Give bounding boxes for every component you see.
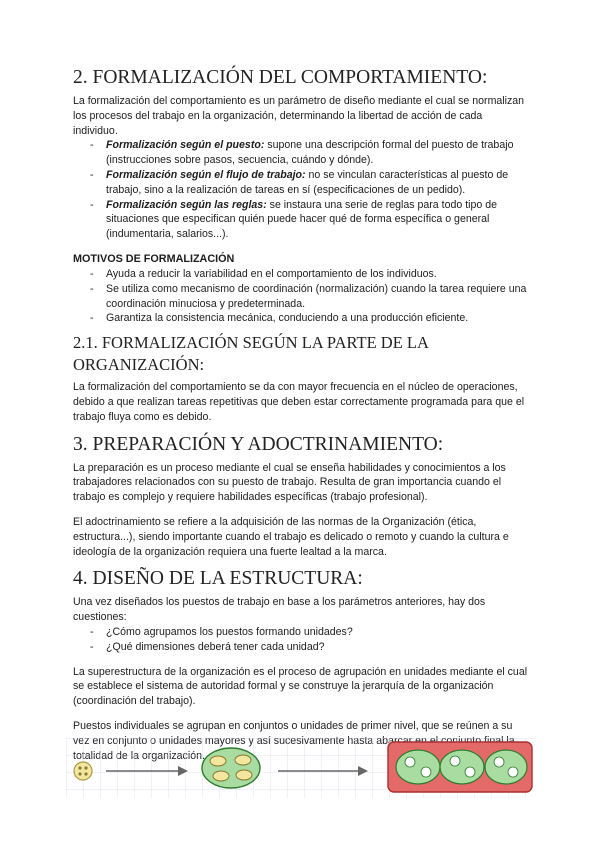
questions-list <box>73 625 528 655</box>
term-label: Formalización según el puesto: <box>106 139 265 152</box>
term-text: supone una descripción formal del puesto de trabajo (instrucciones sobre pasos, secuencia, cuándo y dónde). <box>106 139 514 167</box>
list-item <box>73 168 528 198</box>
section-2-title: 2. FORMALIZACIÓN DEL COMPORTAMIENTO: <box>73 67 488 88</box>
section-3-paragraph-2: El adoctrinamiento se refiere a la adquisición de las normas de la Organización (ética, estructura...), siendo importante cuando el trabajo es delicado o remoto y cuando la cultura e ideología de la organización requiera una fuerte lealtad a la marca. <box>73 515 509 558</box>
list-item <box>73 198 528 242</box>
term-text: no se vinculan características al puesto de trabajo, sino a la realización de tareas en sí (especificaciones de un pedido). <box>106 168 509 196</box>
grouping-illustration <box>66 738 534 798</box>
section-4-intro: Una vez diseñados los puestos de trabajo en base a los parámetros anteriores, hay dos cuestiones: <box>73 596 486 624</box>
list-item: - ¿Cómo agrupamos los puestos formando unidades? <box>73 625 528 640</box>
term-text: se instaura una serie de reglas para todo tipo de situaciones que especifican quién puede hacer qué de forma específica o general (indumentaria, salarios...). <box>106 198 498 241</box>
section-4-paragraph-3: Puestos individuales se agrupan en conjuntos o unidades de primer nivel, que se reúnen a su <box>73 719 513 732</box>
section-4-paragraph-2: La superestructura de la organización es el proceso de agrupación en unidades mediante el cual se establece el sistema de autoridad formal y se construye la jerarquía de la organización (coordinación del trabajo). <box>73 665 528 708</box>
formalization-types-list <box>73 138 528 242</box>
individual-position-icon <box>74 762 92 780</box>
section-2-intro: La formalización del comportamiento es un parámetro de diseño mediante el cual se normalizan los procesos del trabajo en la organización, determinando la libertad de acción de cada individuo. <box>73 95 525 137</box>
term-label: Formalización según las reglas: <box>106 198 267 211</box>
list-item: - Ayuda a reducir la variabilidad en el comportamiento de los individuos. <box>73 267 528 282</box>
list-item: - Se utiliza como mecanismo de coordinación (normalización) cuando la tarea requiere una coordinación minuciosa y predeterminada. <box>73 282 528 312</box>
section-3-title: 3. PREPARACIÓN Y ADOCTRINAMIENTO: <box>73 433 444 455</box>
document-page <box>73 66 528 763</box>
organization-icon <box>388 742 532 792</box>
section-3-paragraph-1: La preparación es un proceso mediante el cual se enseña habilidades y conocimientos a los trabajadores relacionados con su puesto de trabajo. Resulta de gran importancia cuando el trabajo es complejo y requiere habilidades específicas (trabajo profesional). <box>73 461 506 504</box>
section-2-1-title: 2.1. FORMALIZACIÓN SEGÚN LA PARTE DE LA ORGANIZACIÓN: <box>73 333 428 375</box>
list-item <box>73 138 528 168</box>
motivos-heading: MOTIVOS DE FORMALIZACIÓN <box>73 252 235 265</box>
list-item: - Garantiza la consistencia mecánica, conduciendo a una producción eficiente. <box>73 311 528 326</box>
list-item: - ¿Qué dimensiones deberá tener cada unidad? <box>73 640 528 655</box>
term-label: Formalización según el flujo de trabajo: <box>106 168 306 181</box>
section-2-1-text: La formalización del comportamiento se da con mayor frecuencia en el núcleo de operaciones, debido a que realizan tareas repetitivas que deben estar correctamente programada para que el trabajo fluya como es debido. <box>73 381 525 423</box>
work-unit-icon <box>202 748 260 788</box>
section-4-title: 4. DISEÑO DE LA ESTRUCTURA: <box>73 568 363 590</box>
motivos-list <box>73 267 528 326</box>
